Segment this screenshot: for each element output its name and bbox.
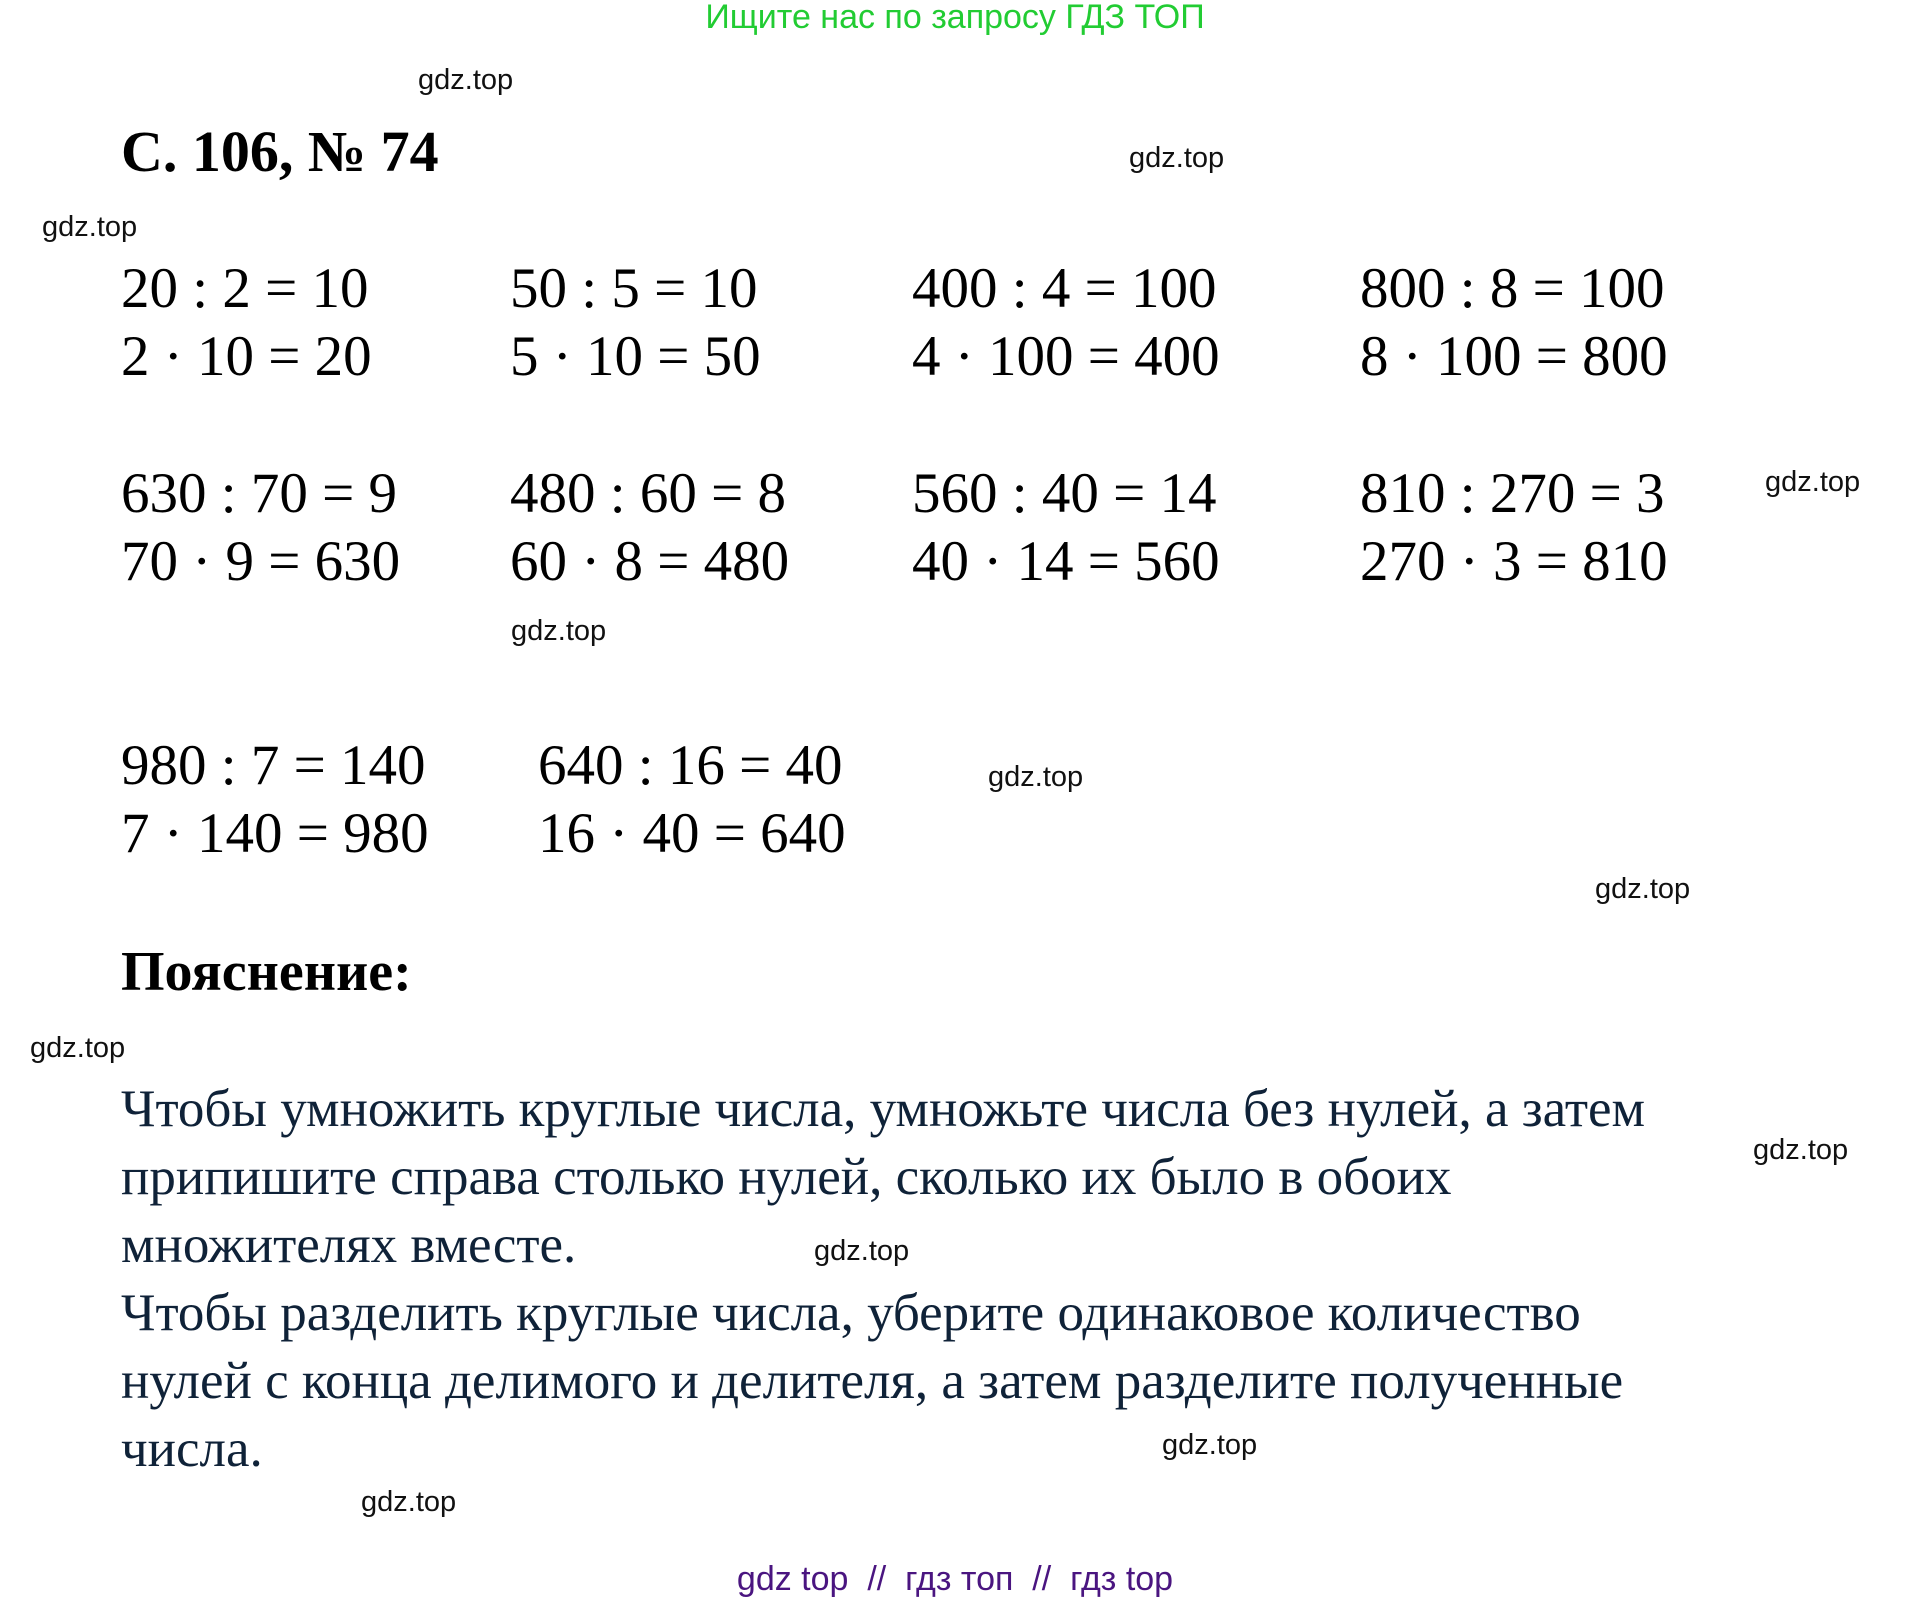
equation-block <box>510 460 789 596</box>
watermark: gdz.top <box>511 615 607 647</box>
multiplication-check: 4 · 100 = 400 <box>912 325 1220 388</box>
multiplication-check: 270 · 3 = 810 <box>1360 530 1668 593</box>
division-equation: 640 : 16 = 40 <box>538 734 843 797</box>
watermark: gdz.top <box>1765 466 1861 498</box>
search-banner: Ищите нас по запросу ГДЗ ТОП <box>705 0 1205 36</box>
equation-block <box>121 255 372 391</box>
division-equation: 810 : 270 = 3 <box>1360 462 1665 525</box>
multiplication-check: 40 · 14 = 560 <box>912 530 1220 593</box>
watermark: gdz.top <box>814 1235 910 1267</box>
multiplication-check: 16 · 40 = 640 <box>538 802 846 865</box>
explanation-text: припишите справа столько нулей, сколько их было в обоих <box>121 1148 1452 1206</box>
equation-block <box>121 460 400 596</box>
division-equation: 480 : 60 = 8 <box>510 462 786 525</box>
multiplication-check: 70 · 9 = 630 <box>121 530 401 593</box>
watermark: gdz.top <box>1129 142 1225 174</box>
watermark: gdz.top <box>30 1032 126 1064</box>
explanation-text: нулей с конца делимого и делителя, а затем разделите полученные <box>121 1352 1624 1410</box>
explanation-text: числа. <box>121 1420 263 1478</box>
multiplication-check: 8 · 100 = 800 <box>1360 325 1668 388</box>
equation-block <box>510 255 761 391</box>
division-equation: 800 : 8 = 100 <box>1360 257 1665 320</box>
explanation-text: Чтобы умножить круглые числа, умножьте числа без нулей, а затем <box>121 1080 1646 1138</box>
watermark: gdz.top <box>361 1486 457 1518</box>
explanation-text: Чтобы разделить круглые числа, уберите одинаковое количество <box>121 1284 1581 1342</box>
equation-block <box>1360 460 1668 596</box>
division-equation: 20 : 2 = 10 <box>121 257 369 320</box>
footer-links: gdz top // гдз топ // гдз top <box>736 1560 1174 1598</box>
multiplication-check: 5 · 10 = 50 <box>510 325 761 388</box>
watermark: gdz.top <box>1595 873 1691 905</box>
division-equation: 400 : 4 = 100 <box>912 257 1217 320</box>
watermark: gdz.top <box>418 64 514 96</box>
division-equation: 630 : 70 = 9 <box>121 462 397 525</box>
equation-block <box>121 732 429 868</box>
equation-block <box>912 255 1220 391</box>
multiplication-check: 2 · 10 = 20 <box>121 325 372 388</box>
equation-block <box>1360 255 1668 391</box>
watermark: gdz.top <box>1162 1429 1258 1461</box>
division-equation: 560 : 40 = 14 <box>912 462 1217 525</box>
division-equation: 50 : 5 = 10 <box>510 257 758 320</box>
equation-block <box>912 460 1220 596</box>
explanation-text: множителях вместе. <box>121 1216 577 1274</box>
division-equation: 980 : 7 = 140 <box>121 734 426 797</box>
page-title: С. 106, № 74 <box>121 119 439 184</box>
multiplication-check: 7 · 140 = 980 <box>121 802 429 865</box>
watermark: gdz.top <box>1753 1134 1849 1166</box>
equation-block <box>538 732 846 868</box>
multiplication-check: 60 · 8 = 480 <box>510 530 790 593</box>
explanation-heading: Пояснение: <box>121 941 412 1003</box>
watermark: gdz.top <box>988 761 1084 793</box>
watermark: gdz.top <box>42 211 138 243</box>
